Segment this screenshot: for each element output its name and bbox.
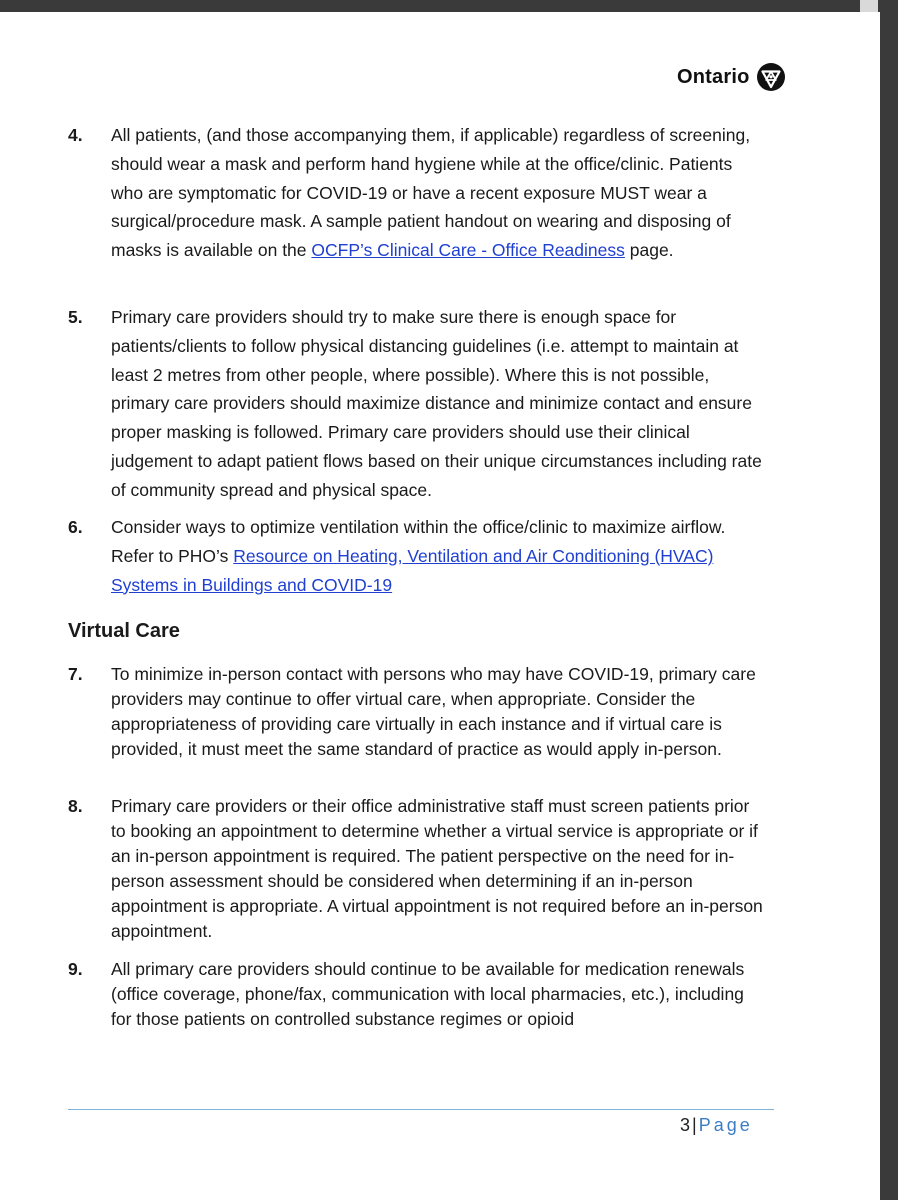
- item-text: Primary care providers or their office administrative staff must screen patients prior to booking an appointment to determine whether a virtual service is appropriate or if an in-person appointment is required. The patient perspective on the need for in-person assessment should be considered when determining if an in-person appointment is appropriate. A virtual appointment is not required before an in-person appointment.: [111, 796, 763, 941]
- list-item-7: [68, 662, 768, 762]
- page-label: Page: [698, 1115, 753, 1135]
- section-heading: Virtual Care: [68, 620, 180, 642]
- item-number: 4.: [68, 125, 83, 145]
- list-item-8: [68, 794, 768, 944]
- item-text: Primary care providers should try to make sure there is enough space for patients/clients to follow physical distancing guidelines (i.e. attempt to maintain at least 2 metres from other people, where possible). Where this is not possible, primary care providers should maximize distance and minimize contact and ensure proper masking is followed. Primary care providers should use their clinical judgement to adapt patient flows based on their unique circumstances including rate of community spread and physical space.: [111, 307, 762, 500]
- list-item-6: [68, 513, 768, 599]
- footer-divider: [68, 1109, 774, 1110]
- list-item-9: [68, 957, 768, 1032]
- footer-separator: |: [692, 1115, 697, 1135]
- ontario-trillium-icon: [756, 62, 786, 92]
- item-number: 5.: [68, 307, 83, 327]
- ontario-logo: [677, 62, 786, 92]
- item-text: All patients, (and those accompanying them, if applicable) regardless of screening, should wear a mask and perform hand hygiene while at the office/clinic. Patients who are symptomatic for COVID-19 or have a recent exposure MUST wear a surgical/procedure mask. A sample patient handout on wearing and disposing of masks is available on the OCFP’s Clinical Care - Office Readiness page.: [111, 125, 751, 261]
- item-number: 6.: [68, 517, 83, 537]
- viewer-top-bar: [0, 0, 898, 12]
- page-footer: [680, 1115, 753, 1136]
- item-number: 9.: [68, 959, 83, 979]
- viewer-right-edge: [880, 0, 898, 1200]
- viewer-top-bar-gap: [860, 0, 878, 12]
- logo-text: Ontario: [677, 65, 750, 88]
- item-text: All primary care providers should continue to be available for medication renewals (office coverage, phone/fax, communication with local pharmacies, etc.), including for those patients on controlled substance regimes or opioid: [111, 959, 745, 1029]
- pho-hvac-resource-link[interactable]: Resource on Heating, Ventilation and Air Conditioning (HVAC) Systems in Buildings and COVID-19: [111, 545, 714, 595]
- ocfp-office-readiness-link[interactable]: OCFP’s Clinical Care - Office Readiness: [311, 240, 625, 261]
- item-number: 7.: [68, 664, 83, 684]
- page-number: 3: [680, 1115, 691, 1135]
- item-text: To minimize in-person contact with persons who may have COVID-19, primary care providers may continue to offer virtual care, when appropriate. Consider the appropriateness of providing care virtually in each instance and if virtual care is provided, it must meet the same standard of practice as would apply in-person.: [111, 664, 756, 759]
- item-number: 8.: [68, 796, 83, 816]
- list-item-5: [68, 303, 768, 505]
- list-item-4: [68, 121, 768, 265]
- item-text: Consider ways to optimize ventilation within the office/clinic to maximize airflow. Refer to PHO’s Resource on Heating, Ventilation and Air Conditioning (HVAC) Systems in Buildings and COVID-19: [111, 517, 726, 595]
